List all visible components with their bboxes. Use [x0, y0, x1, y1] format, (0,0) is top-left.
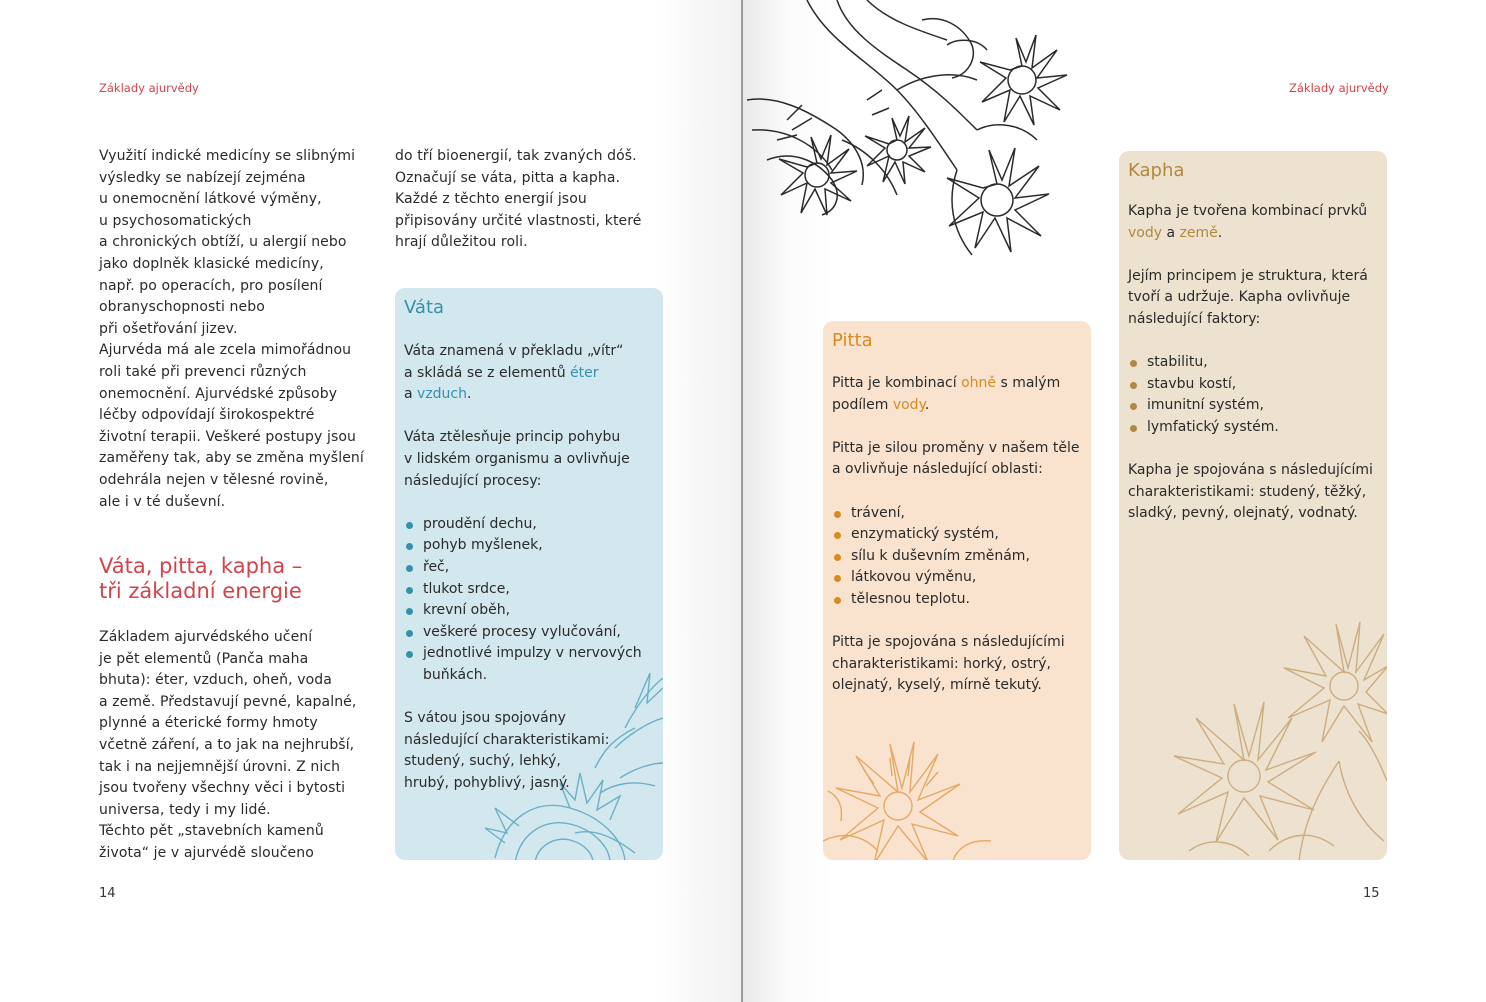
text-line: např. po operacích, pro posílení: [99, 277, 323, 294]
text-line: universa, tedy i my lidé.: [99, 801, 271, 818]
text-line: Ajurvéda má ale zcela mimořádnou: [99, 342, 352, 359]
text-run: .: [1217, 224, 1223, 241]
text-line: následující procesy:: [404, 472, 542, 489]
element-air: vzduch: [417, 386, 467, 403]
text-line: Těchto pět „stavebních kamenů: [99, 823, 324, 840]
element-earth: země: [1179, 224, 1218, 241]
text-line: a země. Představují pevné, kapalné,: [99, 693, 357, 710]
text-line: Kapha je spojována s následujícími: [1128, 462, 1373, 479]
list-item: stabilitu,: [1128, 352, 1373, 374]
beige-flower-illustration: [1149, 591, 1387, 860]
text-line: plynné a éterické formy hmoty: [99, 715, 318, 732]
text-line: Pitta je silou proměny v našem těle: [832, 439, 1080, 456]
element-water: vody: [1128, 224, 1163, 241]
list-item: tlukot srdce,: [404, 579, 642, 601]
page-number: 14: [99, 886, 116, 901]
list-item: krevní oběh,: [404, 600, 642, 622]
text-line: obranyschopnosti nebo: [99, 299, 265, 316]
left-page: [0, 0, 742, 1002]
text-run: Pitta je kombinací: [832, 375, 962, 391]
element-water: vody: [892, 396, 925, 413]
heading-line: Váta, pitta, kapha –: [99, 554, 303, 578]
text-line: [832, 373, 1080, 395]
text-line: výsledky se nabízejí zejména: [99, 169, 306, 186]
text-line: Pitta je spojována s následujícími: [832, 634, 1065, 651]
running-head: Základy ajurvědy: [99, 81, 199, 95]
text-line: onemocnění. Ajurvédské způsoby: [99, 385, 338, 402]
text-line: následující charakteristikami:: [404, 731, 610, 748]
text-line: [1128, 223, 1373, 245]
text-line: Kapha je tvořena kombinací prvků: [1128, 203, 1368, 219]
list-item: imunitní systém,: [1128, 395, 1373, 417]
kapha-content: [1128, 201, 1373, 525]
text-line: Váta znamená v překladu „vítr“: [404, 343, 624, 359]
floral-engraving-illustration: [747, 0, 1077, 290]
text-line: ale i v té duševní.: [99, 493, 226, 510]
text-line: je pět elementů (Panča maha: [99, 650, 309, 667]
text-line: života“ je v ajurvédě sloučeno: [99, 844, 314, 861]
text-run: s malým: [996, 375, 1061, 391]
text-line: a ovlivňuje následující oblasti:: [832, 461, 1043, 478]
text-line: včetně záření, a to jak na nejhrubší,: [99, 736, 355, 753]
text-line: při ošetřování jizev.: [99, 320, 238, 337]
text-run: a: [1162, 224, 1180, 241]
text-line: Každé z těchto energií jsou: [395, 191, 587, 208]
text-line: v lidském organismu a ovlivňuje: [404, 450, 630, 467]
list-item: pohyb myšlenek,: [404, 535, 642, 557]
text-line: následující faktory:: [1128, 310, 1261, 327]
text-line: hrubý, pohyblivý, jasný.: [404, 774, 570, 791]
pitta-content: [832, 373, 1080, 697]
text-line: S vátou jsou spojovány: [404, 710, 566, 727]
list-item: stavbu kostí,: [1128, 374, 1373, 396]
text-line: Označují se váta, pitta a kapha.: [395, 169, 621, 186]
text-line: zaměřeny tak, aby se změna myšlení: [99, 450, 364, 467]
pitta-box: [823, 321, 1091, 860]
text-line: charakteristikami: studený, těžký,: [1128, 483, 1367, 500]
bioenergy-paragraph: [395, 146, 642, 254]
element-fire: ohně: [961, 375, 996, 391]
vata-title: Váta: [404, 297, 445, 318]
kapha-title: Kapha: [1128, 160, 1185, 181]
text-line: sladký, pevný, olejnatý, vodnatý.: [1128, 505, 1358, 522]
text-line: bhuta): éter, vzduch, oheň, voda: [99, 672, 332, 689]
text-line: Váta ztělesňuje princip pohybu: [404, 429, 621, 446]
text-line: studený, suchý, lehký,: [404, 753, 561, 770]
text-line: do tří bioenergií, tak zvaných dóš.: [395, 148, 637, 164]
text-line: tak i na nejjemnější úrovni. Z nich: [99, 758, 341, 775]
text-run: .: [467, 386, 472, 403]
text-line: roli také při prevenci různých: [99, 363, 307, 380]
list-item-continuation: buňkách.: [423, 666, 488, 683]
list-item: proudění dechu,: [404, 514, 642, 536]
text-run: .: [924, 396, 930, 413]
text-line: hrají důležitou roli.: [395, 234, 528, 251]
text-line: charakteristikami: horký, ostrý,: [832, 655, 1051, 672]
text-line: životní terapii. Veškeré postupy jsou: [99, 428, 356, 445]
right-page: [743, 0, 1486, 1002]
vata-box: [395, 288, 663, 860]
text-line: [404, 363, 642, 385]
section-heading: [99, 554, 302, 604]
list-item: jednotlivé impulzy v nervových: [404, 643, 642, 665]
heading-line: tři základní energie: [99, 579, 302, 603]
list-item: sílu k duševním změnám,: [832, 546, 1080, 568]
list-item: trávení,: [832, 503, 1080, 525]
running-head: Základy ajurvědy: [1289, 81, 1389, 95]
text-line: [832, 395, 1080, 417]
orange-flower-illustration: [823, 731, 993, 860]
text-line: odehrála nejen v tělesné rovině,: [99, 471, 329, 488]
list-item: veškeré procesy vylučování,: [404, 622, 642, 644]
text-line: u psychosomatických: [99, 212, 252, 229]
pitta-title: Pitta: [832, 330, 873, 351]
text-run: a: [404, 386, 418, 403]
text-run: a skládá se z elementů: [404, 364, 571, 381]
text-line: tvoří a udržuje. Kapha ovlivňuje: [1128, 289, 1351, 306]
elements-paragraph: [99, 627, 356, 865]
text-line: [404, 384, 642, 406]
element-ether: éter: [570, 364, 599, 381]
list-item: lymfatický systém.: [1128, 417, 1373, 439]
text-line: olejnatý, kyselý, mírně tekutý.: [832, 677, 1042, 694]
vata-content: [404, 341, 642, 794]
text-line: léčby odpovídají širokospektré: [99, 407, 315, 424]
text-line: u onemocnění látkové výměny,: [99, 191, 322, 208]
text-line: jsou tvořeny všechny věci i bytosti: [99, 780, 346, 797]
page-number: 15: [1363, 886, 1380, 901]
list-item: enzymatický systém,: [832, 524, 1080, 546]
list-item: řeč,: [404, 557, 642, 579]
list-item: tělesnou teplotu.: [832, 589, 1080, 611]
list-item: látkovou výměnu,: [832, 567, 1080, 589]
text-line: Jejím principem je struktura, která: [1128, 267, 1368, 284]
text-line: Základem ajurvédského učení: [99, 629, 313, 645]
text-line: Využití indické medicíny se slibnými: [99, 148, 356, 164]
text-line: připisovány určité vlastnosti, které: [395, 212, 642, 229]
text-run: podílem: [832, 396, 893, 413]
kapha-box: [1119, 151, 1387, 860]
intro-paragraph: [99, 146, 364, 513]
text-line: jako doplněk klasické medicíny,: [99, 255, 324, 272]
text-line: a chronických obtíží, u alergií nebo: [99, 234, 347, 251]
